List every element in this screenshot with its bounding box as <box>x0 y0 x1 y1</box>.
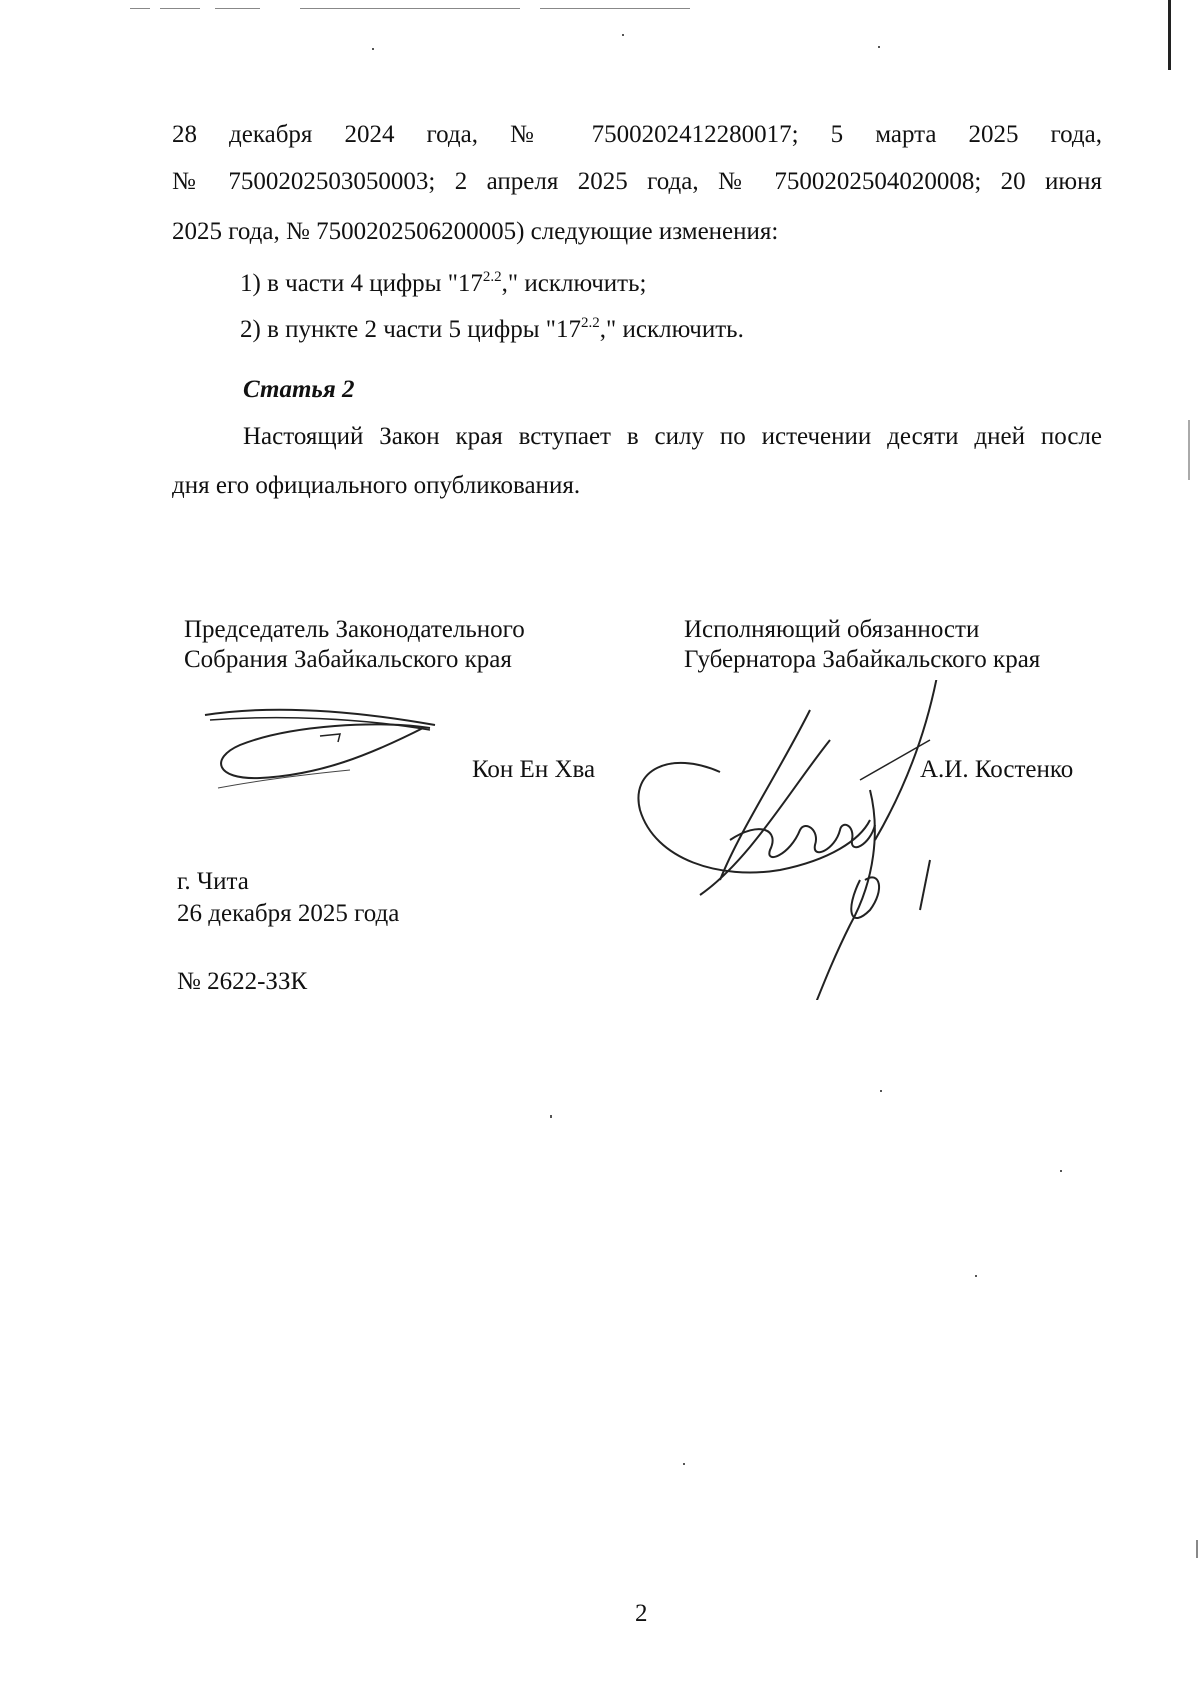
amendment-item-2: 2) в пункте 2 части 5 цифры "$17^{2.2}$," исключить. <box>240 315 744 343</box>
scan-speck <box>880 1090 882 1092</box>
left-signatory-title-line-2: Собрания Забайкальского края <box>184 646 512 673</box>
right-signatory-title-line-2: Губернатора Забайкальского края <box>684 646 1041 673</box>
scan-edge-mark <box>1168 0 1171 70</box>
scan-artifact <box>160 8 200 9</box>
article-text-line-1: Настоящий Закон края вступает в силу по истечении десяти дней после <box>243 423 1102 450</box>
law-number: № 2622-ЗЗК <box>177 968 308 995</box>
scan-artifact <box>215 8 260 9</box>
article-heading: Статья 2 <box>243 376 355 403</box>
scan-artifact <box>540 8 690 9</box>
scan-speck <box>1060 1170 1062 1172</box>
scan-edge-mark <box>1196 1540 1198 1558</box>
scan-speck <box>550 1115 552 1118</box>
right-signatory-name: А.И. Костенко <box>920 756 1074 783</box>
right-signatory-title-line-1: Исполняющий обязанности <box>684 616 980 643</box>
amendment-item-1: 1) в части 4 цифры "$17^{2.2}$," исключить; <box>240 269 647 297</box>
scan-artifact <box>130 8 150 9</box>
scan-speck <box>622 34 624 36</box>
city-of-signing: г. Чита <box>177 868 249 895</box>
scan-speck <box>683 1463 685 1465</box>
right-handwritten-signature <box>630 680 1010 1000</box>
article-text-line-2: дня его официального опубликования. <box>172 472 581 499</box>
body-line-1: 28 декабря 2024 года, № 7500202412280017; 5 марта 2025 года, <box>172 121 1102 148</box>
scan-artifact <box>300 8 520 9</box>
signing-date: 26 декабря 2025 года <box>177 900 400 927</box>
scan-speck <box>878 46 880 48</box>
left-handwritten-signature <box>200 700 450 790</box>
scan-speck <box>372 48 374 50</box>
body-line-2: № 7500202503050003; 2 апреля 2025 года, № 7500202504020008; 20 июня <box>172 168 1102 195</box>
page-number: 2 <box>635 1600 648 1627</box>
scan-speck <box>975 1275 977 1277</box>
left-signatory-name: Кон Ен Хва <box>472 756 596 783</box>
left-signatory-title-line-1: Председатель Законодательного <box>184 616 525 643</box>
scan-edge-mark <box>1188 420 1190 480</box>
body-line-3: 2025 года, № 7500202506200005) следующие изменения: <box>172 218 779 245</box>
